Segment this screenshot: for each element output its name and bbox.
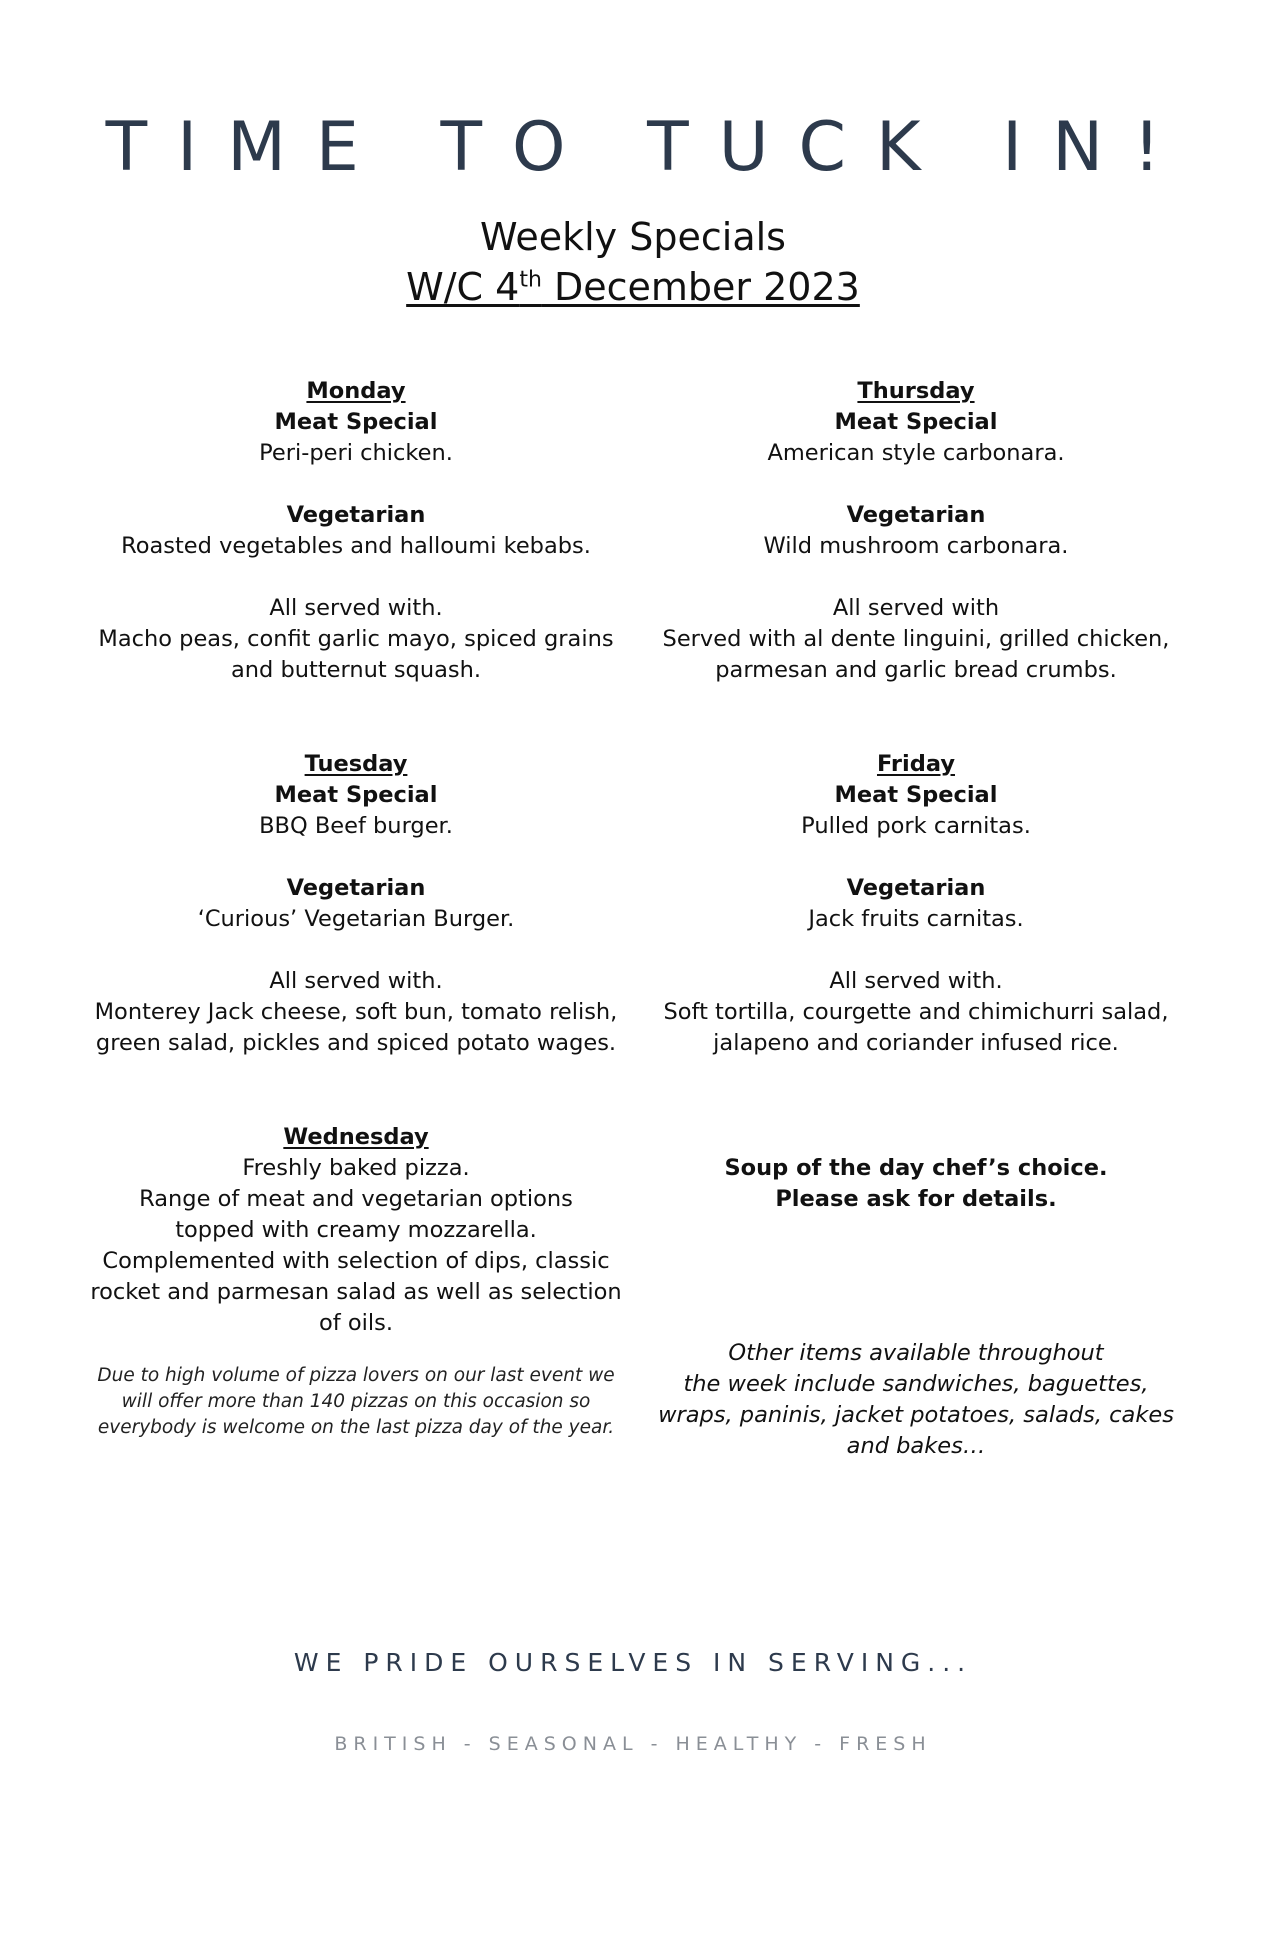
served-with-line: parmesan and garlic bread crumbs.	[715, 657, 1117, 683]
vegetarian-label: Vegetarian	[846, 502, 986, 528]
served-with-line: Monterey Jack cheese, soft bun, tomato relish,	[94, 999, 618, 1025]
soup-line: Soup of the day chef’s choice.	[724, 1155, 1108, 1181]
subtitle-weekly-specials: Weekly Specials	[480, 215, 786, 259]
vegetarian-label: Vegetarian	[846, 875, 986, 901]
meat-special-label: Meat Special	[834, 409, 998, 435]
served-with-label: All served with	[832, 595, 1000, 621]
meat-special-dish: Peri-peri chicken.	[259, 440, 453, 466]
meat-special-label: Meat Special	[274, 409, 438, 435]
served-with-line: Served with al dente linguini, grilled chicken,	[662, 626, 1170, 652]
served-with-line: and butternut squash.	[230, 657, 482, 683]
footer-values: BRITISH - SEASONAL - HEALTHY - FRESH	[334, 1733, 932, 1755]
other-items-line: the week include sandwiches, baguettes,	[683, 1371, 1149, 1397]
pizza-note	[60, 1363, 652, 1441]
other-items-line: Other items available throughout	[728, 1340, 1104, 1366]
thursday-section	[636, 376, 1196, 686]
meat-special-label: Meat Special	[834, 782, 998, 808]
pizza-note-line: Due to high volume of pizza lovers on our last event we	[97, 1365, 615, 1386]
wednesday-section	[60, 1122, 652, 1441]
day-heading-thursday: Thursday	[857, 378, 975, 404]
pizza-note-line: everybody is welcome on the last pizza day of the year.	[97, 1417, 615, 1438]
other-items-line: wraps, paninis, jacket potatoes, salads, cakes	[658, 1402, 1174, 1428]
soup-of-the-day	[636, 1153, 1196, 1215]
subtitle-date-ordinal: th	[519, 267, 542, 293]
meat-special-dish: BBQ Beef burger.	[259, 813, 453, 839]
subtitle-date-prefix: W/C 4	[406, 265, 520, 309]
meat-special-dish: Pulled pork carnitas.	[801, 813, 1031, 839]
served-with-line: Macho peas, confit garlic mayo, spiced grains	[98, 626, 614, 652]
vegetarian-label: Vegetarian	[286, 502, 426, 528]
served-with-label: All served with.	[269, 595, 443, 621]
served-with-label: All served with.	[269, 968, 443, 994]
day-heading-monday: Monday	[306, 378, 406, 404]
wednesday-line: rocket and parmesan salad as well as selection	[90, 1279, 622, 1305]
day-heading-friday: Friday	[876, 751, 955, 777]
day-heading-tuesday: Tuesday	[304, 751, 408, 777]
other-items	[636, 1338, 1196, 1462]
page-title: TIME TO TUCK IN!	[105, 108, 1191, 187]
served-with-line: Soft tortilla, courgette and chimichurri salad,	[663, 999, 1169, 1025]
meat-special-label: Meat Special	[274, 782, 438, 808]
subtitle-date-suffix: December 2023	[541, 265, 860, 309]
wednesday-line: of oils.	[319, 1310, 393, 1336]
wednesday-line: Range of meat and vegetarian options	[139, 1186, 573, 1212]
served-with-line: green salad, pickles and spiced potato wages.	[95, 1030, 617, 1056]
wednesday-line: topped with creamy mozzarella.	[175, 1217, 537, 1243]
other-items-line: and bakes…	[846, 1433, 986, 1459]
day-heading-wednesday: Wednesday	[283, 1124, 429, 1150]
monday-section	[60, 376, 652, 686]
served-with-line: jalapeno and coriander infused rice.	[713, 1030, 1119, 1056]
subtitle-week-commencing	[0, 262, 1266, 312]
served-with-label: All served with.	[829, 968, 1003, 994]
subtitle	[0, 212, 1266, 312]
vegetarian-dish: ‘Curious’ Vegetarian Burger.	[197, 906, 515, 932]
friday-section	[636, 749, 1196, 1059]
footer-tagline: WE PRIDE OURSELVES IN SERVING...	[293, 1648, 973, 1677]
wednesday-line: Complemented with selection of dips, classic	[102, 1248, 610, 1274]
vegetarian-dish: Jack fruits carnitas.	[808, 906, 1024, 932]
meat-special-dish: American style carbonara.	[767, 440, 1065, 466]
wednesday-line: Freshly baked pizza.	[242, 1155, 470, 1181]
vegetarian-label: Vegetarian	[286, 875, 426, 901]
tuesday-section	[60, 749, 652, 1059]
pizza-note-line: will offer more than 140 pizzas on this occasion so	[121, 1391, 591, 1412]
vegetarian-dish: Wild mushroom carbonara.	[763, 533, 1069, 559]
soup-line: Please ask for details.	[775, 1186, 1057, 1212]
vegetarian-dish: Roasted vegetables and halloumi kebabs.	[121, 533, 591, 559]
